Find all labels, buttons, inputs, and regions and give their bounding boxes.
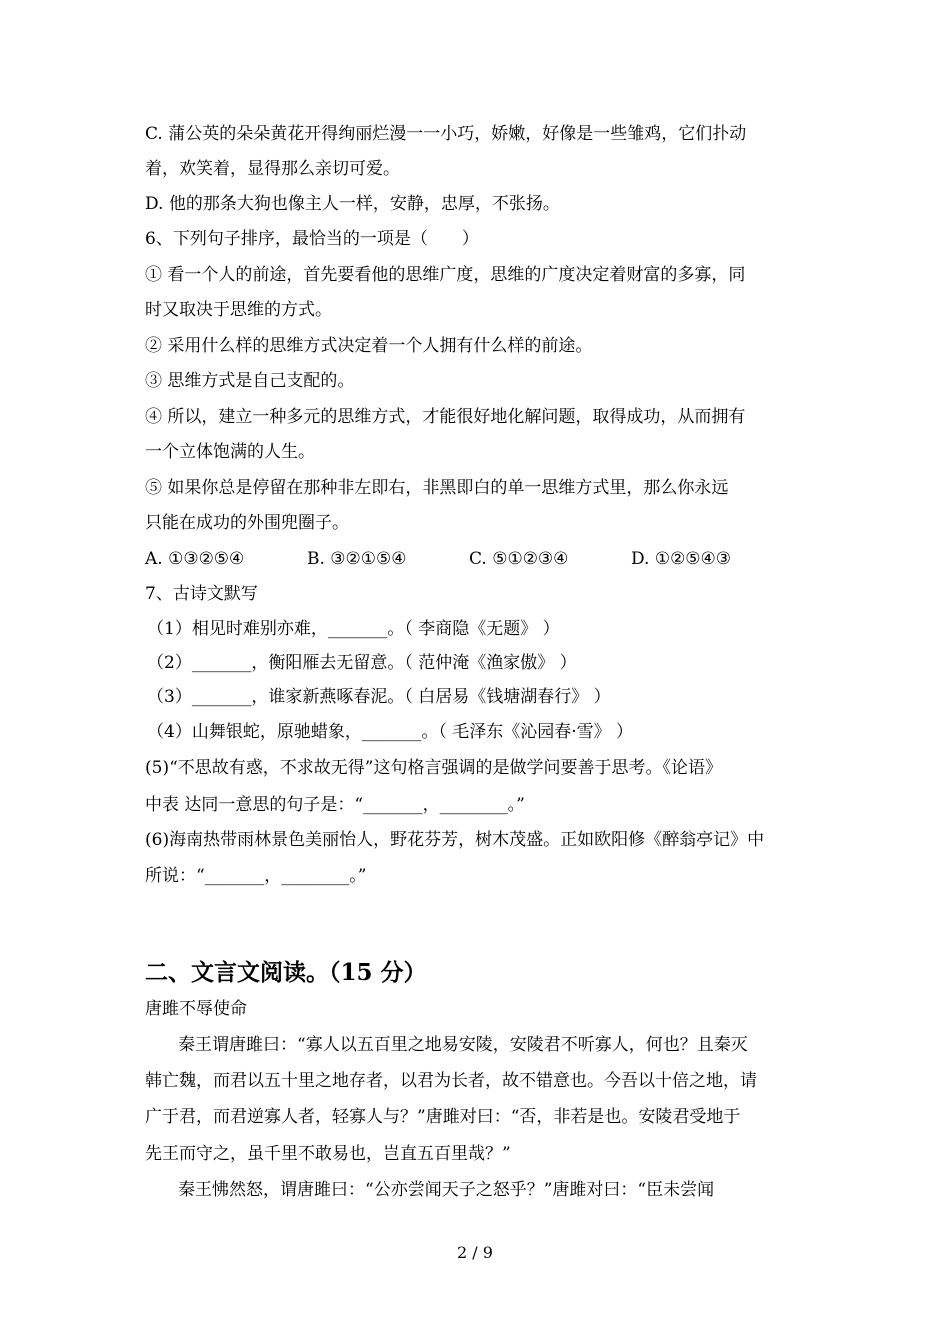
sentence-3: ③ 思维方式是自己支配的。 — [145, 371, 355, 391]
question-7-item-4: （4）山舞银蛇，原驰蜡象，_______。（ 毛泽东《沁园春·雪》 ） — [147, 722, 634, 742]
sentence-2: ② 采用什么样的思维方式决定着一个人拥有什么样的前途。 — [145, 336, 593, 356]
option-c-line-2: 着，欢笑着，显得那么亲切可爱。 — [145, 159, 400, 179]
option-d: D. ①②⑤④③ — [631, 549, 732, 569]
question-7-item-6-line-1: (6)海南热带雨林景色美丽怡人，野花芬芳，树木茂盛。正如欧阳修《醉翁亭记》中 — [145, 830, 765, 850]
sentence-5-line-2: 只能在成功的外围兜圈子。 — [145, 513, 349, 533]
passage-paragraph-1-line-2: 韩亡魏，而君以五十里之地存者，以君为长者，故不错意也。今吾以十倍之地，请 — [145, 1071, 757, 1091]
section-heading: 二、文言文阅读。（15 分） — [145, 959, 427, 986]
option-c-line-1: C. 蒲公英的朵朵黄花开得绚丽烂漫一一小巧，娇嫩，好像是一些雏鸡，它们扑动 — [145, 124, 747, 144]
passage-paragraph-1-line-4: 先王而守之，虽千里不敢易也，岂直五百里哉？” — [145, 1144, 511, 1164]
sentence-1-line-1: ① 看一个人的前途，首先要看他的思维广度，思维的广度决定着财富的多寡，同 — [145, 265, 746, 285]
question-7-item-5-line-2: 中表 达同一意思的句子是：“_______，________。” — [145, 795, 525, 815]
question-7-item-2: （2）_______，衡阳雁去无留意。（ 范仲淹《渔家傲》 ） — [147, 653, 577, 673]
page-number: 2 / 9 — [457, 1243, 493, 1262]
option-b: B. ③②①⑤④ — [307, 549, 407, 569]
question-7-item-1: （1）相见时难别亦难，_______。（ 李商隐《无题》 ） — [147, 619, 560, 639]
sentence-4-line-1: ④ 所以，建立一种多元的思维方式，才能很好地化解问题，取得成功，从而拥有 — [145, 407, 746, 427]
passage-title: 唐雎不辱使命 — [145, 999, 247, 1019]
passage-paragraph-1-line-3: 广于君，而君逆寡人者，轻寡人与？”唐雎对曰：“否，非若是也。安陵君受地于 — [145, 1107, 741, 1127]
option-a: A. ①③②⑤④ — [145, 549, 245, 569]
sentence-1-line-2: 时又取决于思维的方式。 — [145, 300, 332, 320]
passage-paragraph-1-line-1: 秦王谓唐雎曰：“寡人以五百里之地易安陵，安陵君不听寡人，何也？且秦灭 — [178, 1035, 748, 1055]
question-7-title: 7、古诗文默写 — [145, 584, 258, 604]
passage-paragraph-2-line-1: 秦王怫然怒，谓唐雎曰：“公亦尝闻天子之怒乎？”唐雎对曰：“臣未尝闻 — [178, 1180, 715, 1200]
sentence-5-line-1: ⑤ 如果你总是停留在那种非左即右，非黑即白的单一思维方式里，那么你永远 — [145, 478, 729, 498]
question-6-prompt: 6、下列句子排序，最恰当的一项是（ ） — [145, 229, 479, 249]
question-7-item-3: （3）_______，谁家新燕啄春泥。（ 白居易《钱塘湖春行》 ） — [147, 687, 611, 707]
question-7-item-6-line-2: 所说：“_______，________。” — [145, 866, 367, 886]
sentence-4-line-2: 一个立体饱满的人生。 — [145, 442, 315, 462]
question-7-item-5-line-1: (5)“不思故有惑，不求故无得”这句格言强调的是做学问要善于思考。《论语》 — [145, 758, 722, 778]
option-c: C. ⑤①②③④ — [469, 549, 569, 569]
option-d-line: D. 他的那条大狗也像主人一样，安静，忠厚，不张扬。 — [145, 194, 560, 214]
